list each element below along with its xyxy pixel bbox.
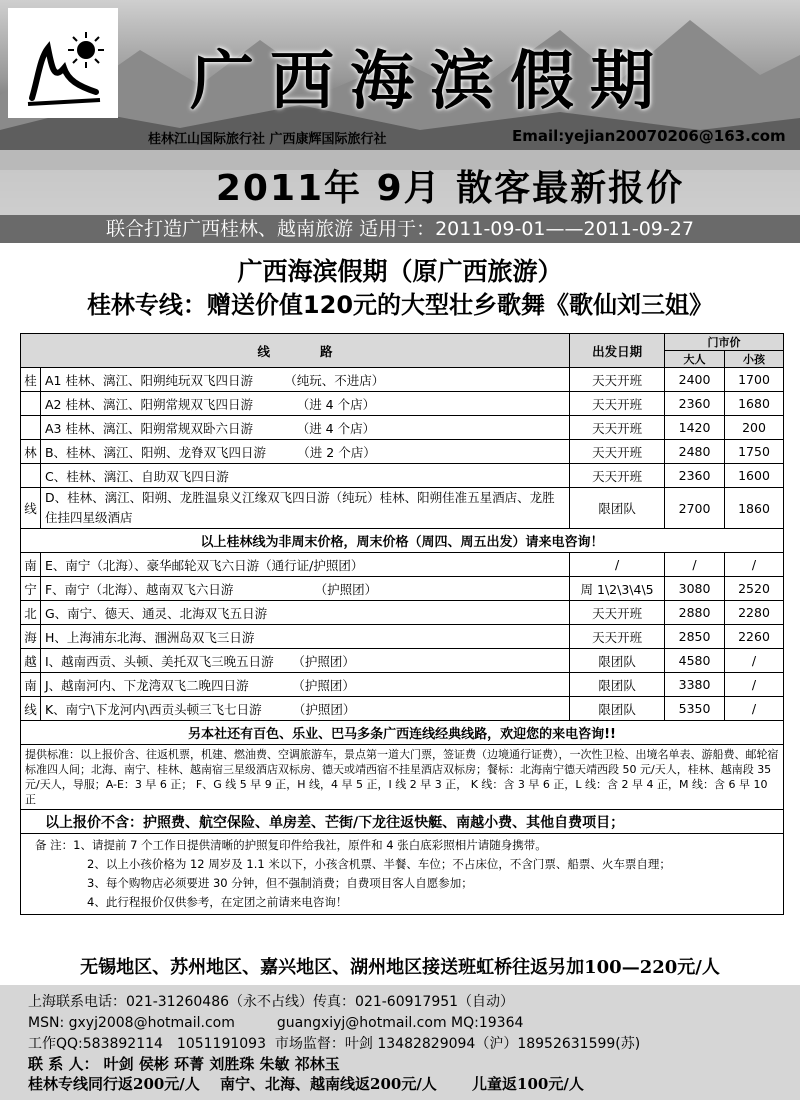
logo-icon: [8, 8, 118, 118]
guilin-line-label: [21, 368, 41, 392]
guilin-section: [21, 368, 784, 529]
cell-date: 天天开班: [570, 392, 665, 416]
cell-date: 限团队: [570, 697, 665, 721]
guilin-line-label: [21, 392, 41, 416]
remark-2: 2、以上小孩价格为 12 周岁及 1.1 米以下，小孩含机票、半餐、车位；不占床位，不含门票、船票、火车票自理；: [87, 857, 671, 871]
line-label-char: 南: [24, 557, 37, 573]
exclusions: 以上报价不含：护照费、航空保险、单房差、芒街/下龙往返快艇、南越小费、其他自费项目；: [21, 810, 784, 834]
table-row: [21, 625, 784, 649]
table-row: [21, 649, 784, 673]
cell-route: D、桂林、漓江、阳朔、龙胜温泉义江缘双飞四日游（纯玩）桂林、阳朔佳准五星酒店、龙胜住挂四星级酒店: [40, 488, 569, 529]
cell-route: J、越南河内、下龙湾双飞二晚四日游 （护照团）: [40, 673, 569, 697]
nanning-line-label: [21, 577, 41, 601]
nanning-section: [21, 553, 784, 721]
cell-adult: 4580: [665, 649, 725, 673]
cell-route: A3 桂林、漓江、阳朔常规双卧六日游 （进 4 个店）: [40, 416, 569, 440]
other-routes-note: 另本社还有百色、乐业、巴马多条广西连线经典线路，欢迎您的来电咨询!!: [21, 721, 784, 745]
nanning-line-label: [21, 601, 41, 625]
cell-route: I、越南西贡、头顿、美托双飞三晚五日游 （护照团）: [40, 649, 569, 673]
table-row: [21, 488, 784, 529]
header-date: 出发日期: [570, 334, 665, 368]
service-standard: 提供标准：以上报价含、往返机票，机建、燃油费、空调旅游车，景点第一道大门票，签证费（边境通行证费），一次性卫检、出境名单表、游船费、邮轮宿标准四人间；北海、南宁、桂林、越南宿三星级酒店双标房、德天或靖西宿不挂星酒店双标房；餐标：北海南宁德天靖西段 50 元/天人，桂林、越南段 35 元/天人，导服；A-E：3 早 6 正； F、G 线 5 早 9 正，H 线，4 早 5 正，I 线 2 早 3 正， K 线：含 3 早 6 正，L 线：含 2 早 4 正，M 线：含 6 早 10 正: [21, 745, 784, 810]
line-label-char: 桂: [24, 372, 37, 388]
table-row: [21, 673, 784, 697]
contact-phone: 上海联系电话：021-31260486（永不占线）传真：021-60917951（自动）: [28, 994, 515, 1010]
cell-child: 1680: [725, 392, 784, 416]
cell-child: /: [725, 673, 784, 697]
table-row: [21, 601, 784, 625]
guilin-note: 以上桂林线为非周末价格，周末价格（周四、周五出发）请来电咨询！: [21, 529, 784, 553]
line-label-char: 南: [24, 677, 37, 693]
cell-route: K、南宁\下龙河内\西贡头顿三飞七日游 （护照团）: [40, 697, 569, 721]
rebate-line: 桂林专线同行返200元/人 南宁、北海、越南线返200元/人 儿童返100元/人: [28, 1075, 584, 1093]
nanning-line-label: [21, 649, 41, 673]
header-child: 小孩: [725, 351, 784, 368]
cell-date: 限团队: [570, 673, 665, 697]
cell-date: 限团队: [570, 649, 665, 673]
line-label-char: 线: [24, 501, 37, 516]
cell-route: F、南宁（北海）、越南双飞六日游 （护照团）: [40, 577, 569, 601]
cell-adult: 3380: [665, 673, 725, 697]
cell-date: 天天开班: [570, 440, 665, 464]
price-table: [20, 333, 784, 915]
cell-adult: 2480: [665, 440, 725, 464]
header-adult: 大人: [665, 351, 725, 368]
cell-adult: 2850: [665, 625, 725, 649]
table-row: [21, 368, 784, 392]
cell-child: 1600: [725, 464, 784, 488]
table-row: [21, 697, 784, 721]
cell-date: /: [570, 553, 665, 577]
nanning-line-label: [21, 697, 41, 721]
contact-panel: [0, 985, 800, 1100]
cell-route: H、上海浦东北海、涠洲岛双飞三日游: [40, 625, 569, 649]
line-label-char: 越: [24, 653, 37, 669]
cell-date: 天天开班: [570, 368, 665, 392]
subtitle-2: 桂林专线：赠送价值120元的大型壮乡歌舞《歌仙刘三姐》: [86, 291, 714, 319]
cell-date: 天天开班: [570, 601, 665, 625]
nanning-line-label: [21, 553, 41, 577]
subtitle-1: 广西海滨假期（原广西旅游）: [237, 257, 563, 286]
cell-date: 天天开班: [570, 464, 665, 488]
line-label-char: 海: [24, 629, 37, 645]
nanning-line-label: [21, 625, 41, 649]
contact-qq: 工作QQ:583892114 1051191093 市场监督：叶剑 13482829094（沪）18952631599(苏): [28, 1036, 641, 1052]
cell-child: 200: [725, 416, 784, 440]
cell-child: 2280: [725, 601, 784, 625]
cell-child: /: [725, 553, 784, 577]
cell-adult: 5350: [665, 697, 725, 721]
cell-adult: /: [665, 553, 725, 577]
table-row: [21, 464, 784, 488]
cell-adult: 2360: [665, 392, 725, 416]
cell-adult: 2700: [665, 488, 725, 529]
page-title: 广西海滨假期: [190, 44, 670, 119]
line-label-char: 林: [24, 444, 37, 460]
cell-adult: 2360: [665, 464, 725, 488]
line-label-char: 北: [24, 605, 37, 621]
guilin-line-label: [21, 440, 41, 464]
header-route: 线 路: [21, 334, 570, 368]
contact-msn: MSN: gxyj2008@hotmail.com guangxiyj@hotmail.com MQ:19364: [28, 1015, 524, 1031]
line-label-char: 宁: [24, 581, 37, 597]
cell-adult: 2400: [665, 368, 725, 392]
email: Email:yejian20070206@163.com: [512, 127, 786, 145]
cell-child: 1700: [725, 368, 784, 392]
header-price: 门市价: [665, 334, 784, 351]
table-row: [21, 440, 784, 464]
cell-date: 天天开班: [570, 625, 665, 649]
cell-route: C、桂林、漓江、自助双飞四日游: [40, 464, 569, 488]
remark-4: 4、此行程报价仅供参考，在定团之前请来电咨询！: [87, 895, 348, 909]
logo: [8, 8, 118, 118]
cell-adult: 2880: [665, 601, 725, 625]
cell-date: 限团队: [570, 488, 665, 529]
cell-child: 2260: [725, 625, 784, 649]
table-row: [21, 416, 784, 440]
cell-route: A2 桂林、漓江、阳朔常规双飞四日游 （进 4 个店）: [40, 392, 569, 416]
wuxi-surcharge: 无锡地区、苏州地区、嘉兴地区、湖州地区接送班虹桥往返另加100—220元/人: [80, 957, 720, 978]
table-row: [21, 392, 784, 416]
cell-child: /: [725, 697, 784, 721]
header-banner: [0, 0, 800, 218]
cell-route: B、桂林、漓江、阳朔、龙脊双飞四日游 （进 2 个店）: [40, 440, 569, 464]
cell-child: 2520: [725, 577, 784, 601]
price-title: 2011年 9月 散客最新报价: [215, 168, 685, 209]
cell-child: 1750: [725, 440, 784, 464]
line-label-char: 线: [24, 701, 37, 717]
nanning-line-label: [21, 673, 41, 697]
cell-route: G、南宁、德天、通灵、北海双飞五日游: [40, 601, 569, 625]
remark-3: 3、每个购物店必须要进 30 分钟，但不强制消费；自费项目客人自愿参加；: [87, 876, 473, 890]
guilin-line-label: [21, 464, 41, 488]
guilin-line-label: [21, 416, 41, 440]
cell-child: 1860: [725, 488, 784, 529]
contact-people: 联 系 人： 叶剑 侯彬 环菁 刘胜珠 朱敏 祁林玉: [28, 1055, 340, 1073]
table-row: [21, 553, 784, 577]
cell-route: E、南宁（北海）、豪华邮轮双飞六日游（通行证/护照团）: [40, 553, 569, 577]
cell-adult: 3080: [665, 577, 725, 601]
cell-route: A1 桂林、漓江、阳朔纯玩双飞四日游 （纯玩、不进店）: [40, 368, 569, 392]
validity-bar: 联合打造广西桂林、越南旅游 适用于：2011-09-01——2011-09-27: [0, 215, 800, 243]
table-row: [21, 577, 784, 601]
remark-1: 备 注：1、请提前 7 个工作日提供清晰的护照复印件给我社，原件和 4 张白底彩照相片请随身携带。: [35, 838, 547, 852]
remarks: [21, 834, 784, 915]
cell-adult: 1420: [665, 416, 725, 440]
cell-date: 周 1\2\3\4\5: [570, 577, 665, 601]
agency-names: 桂林江山国际旅行社 广西康辉国际旅行社: [148, 132, 387, 147]
cell-date: 天天开班: [570, 416, 665, 440]
cell-child: /: [725, 649, 784, 673]
guilin-line-label: [21, 488, 41, 529]
